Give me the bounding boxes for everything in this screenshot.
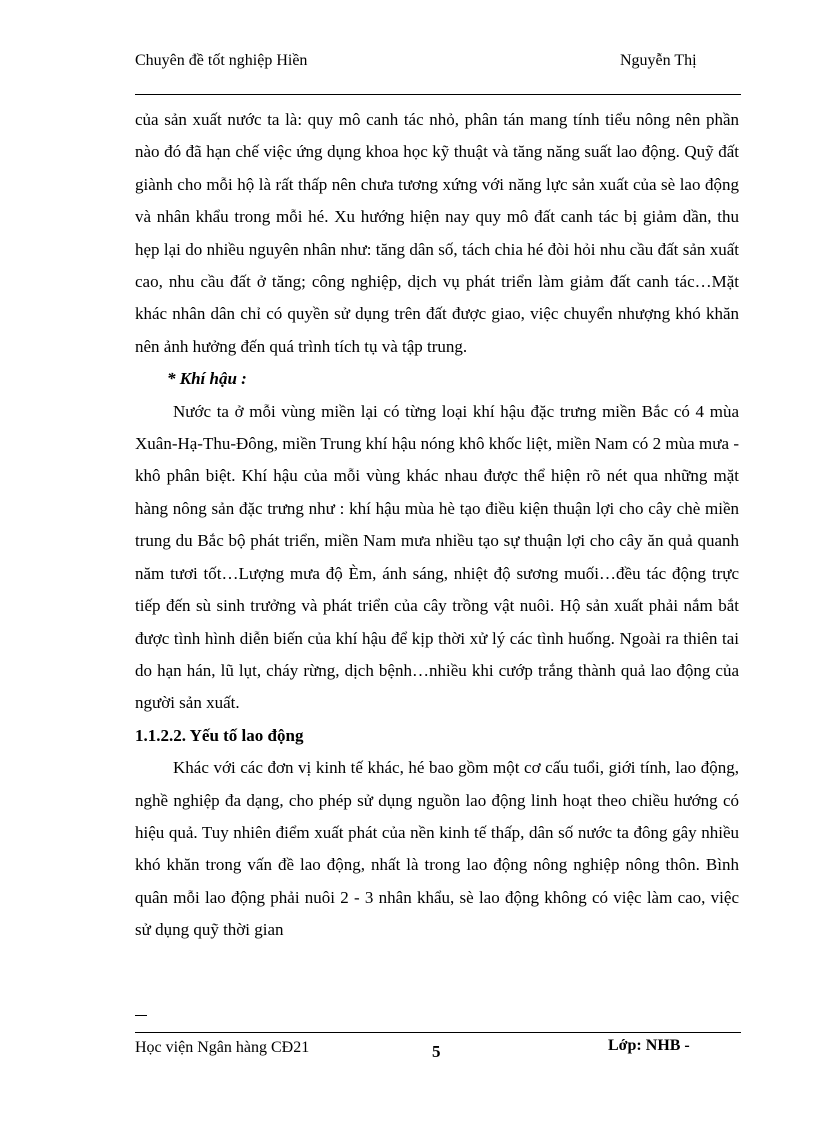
section-heading-labor: 1.1.2.2. Yếu tố lao động — [135, 725, 304, 745]
footer-class: Lớp: NHB - — [608, 1037, 690, 1054]
footer-rule — [135, 1032, 741, 1033]
paragraph-labor: Khác với các đơn vị kinh tế khác, hé bao gồm một cơ cấu tuổi, giới tính, lao động, nghề nghiệp đa dạng, cho phép sử dụng nguồn lao động linh hoạt theo chiều hướng có hiệu quả. Tuy nhiên điểm xuất phát của nền kinh tế thấp, dân số nước ta đông gây nhiều khó khăn trong vấn đề lao động, nhất là trong lao động nông nghiệp nông thôn. Bình quân mỗi lao động phải nuôi 2 - 3 nhân khẩu, sè lao động không có việc làm cao, việc sử dụng quỹ thời gian — [135, 758, 739, 940]
document-body — [135, 104, 739, 947]
page-number: 5 — [432, 1042, 441, 1061]
header-document-title: Chuyên đề tốt nghiệp Hiền — [135, 52, 308, 69]
header-rule — [135, 94, 741, 95]
subheading-climate: * Khí hậu : — [167, 369, 247, 389]
footer-institution: Học viện Ngân hàng CĐ21 — [135, 1039, 310, 1056]
paragraph-land-scale: của sản xuất nước ta là: quy mô canh tác nhỏ, phân tán mang tính tiểu nông nên phần nào đó đã hạn chế việc ứng dụng khoa học kỹ thuật và tăng năng suất lao động. Quỹ đất giành cho mỗi hộ là rất thấp nên chưa tương xứng với năng lực sản xuất của sè lao động và nhân khẩu trong mỗi hé. Xu hướng hiện nay quy mô đất canh tác bị giảm dần, thu hẹp lại do nhiều nguyên nhân như: tăng dân số, tách chia hé đòi hỏi nhu cầu đất sản xuất cao, nhu cầu đất ở tăng; công nghiệp, dịch vụ phát triển làm giảm đất canh tác…Mặt khác nhân dân chỉ có quyền sử dụng trên đất được giao, việc chuyển nhượng khó khăn nên ảnh hưởng đến quá trình tích tụ và tập trung. — [135, 110, 739, 356]
paragraph-climate: Nước ta ở mỗi vùng miền lại có từng loại khí hậu đặc trưng miền Bắc có 4 mùa Xuân-Hạ-Thu-Đông, miền Trung khí hậu nóng khô khốc liệt, miền Nam có 2 mùa mưa - khô phân biệt. Khí hậu của mỗi vùng khác nhau được thể hiện rõ nét qua những mặt hàng nông sản đặc trưng như : khí hậu mùa hè tạo điều kiện thuận lợi cho cây chè miền trung du Bắc bộ phát triển, miền Nam mưa nhiều tạo sự thuận lợi cho cây ăn quả quanh năm tươi tốt…Lượng mưa độ Èm, ánh sáng, nhiệt độ sương muối…đều tác động trực tiếp đến sù sinh trưởng và phát triển của cây trồng vật nuôi. Hộ sản xuất phải nắm bắt được tình hình diễn biến của khí hậu để kịp thời xử lý các tình huống. Ngoài ra thiên tai do hạn hán, lũ lụt, cháy rừng, dịch bệnh…nhiều khi cướp trắng thành quả lao động của người sản xuất. — [135, 401, 739, 713]
footer-mark — [135, 1015, 147, 1016]
header-author-name: Nguyễn Thị — [620, 52, 697, 69]
